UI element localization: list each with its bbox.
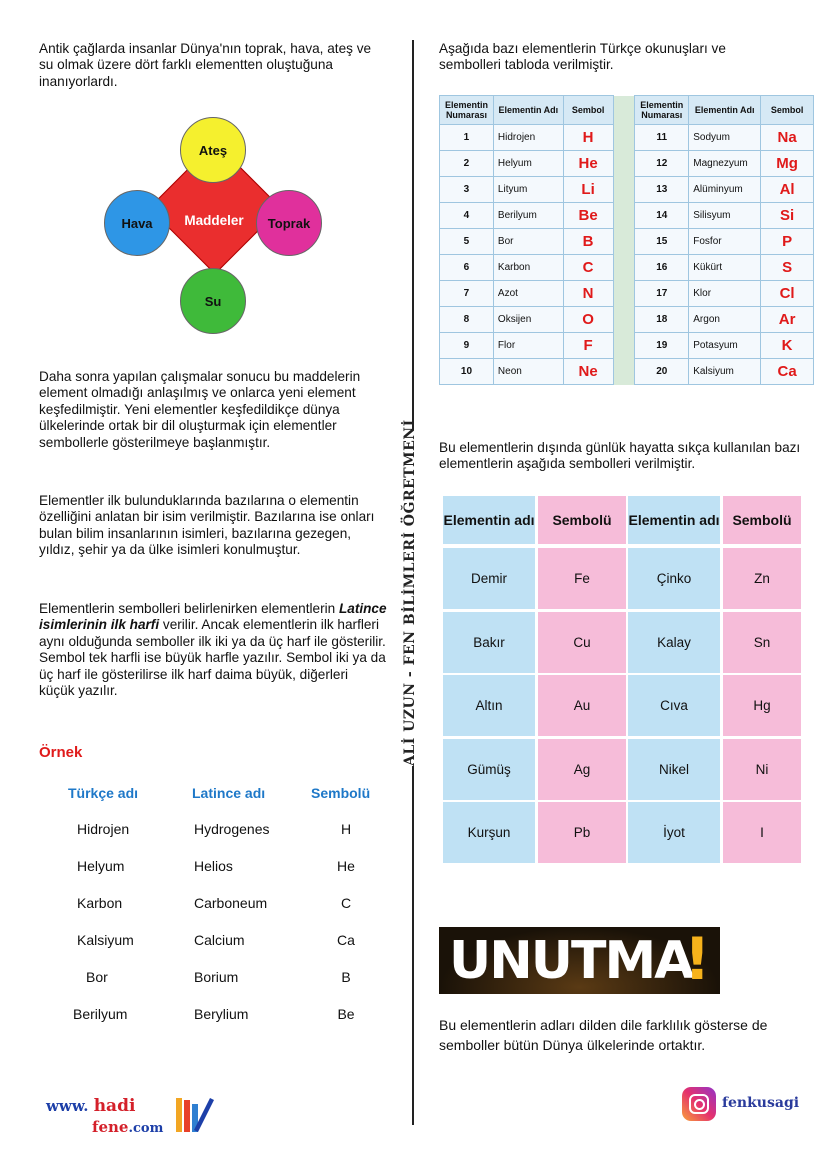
pt-header-number: Elementin Numarası: [440, 96, 494, 125]
pt-row: [440, 307, 814, 333]
pt-row: [440, 255, 814, 281]
final-note: Bu elementlerin adları dilden dile farklılık gösterse de semboller bütün Dünya ülkelerinde ortaktır.: [439, 1017, 768, 1053]
example-header-turkish: Türkçe adı: [68, 785, 139, 801]
unutma-banner: [439, 927, 720, 994]
example-latin-name: Borium: [194, 969, 239, 985]
logo-com: .com: [128, 1121, 164, 1136]
pt-element-symbol: P: [761, 229, 814, 255]
symbol-rules-paragraph: Elementlerin sembolleri belirlenirken elementlerin Latince isimlerinin ilk harfi verilir. Ancak elementlerin ilk harfleri aynı olduğunda semboller ilk iki ya da üç harf ile gösterilir. Sembol tek harfli ise büyük harfle yazılır. Sembol iki ya da üç harf ile gösterilirse ilk harf daima büyük, diğerleri küçük yazılır.: [39, 601, 387, 699]
pt-element-number: 15: [635, 229, 689, 255]
pt-header-name: Elementin Adı: [493, 96, 563, 125]
pt-header-symbol: Sembol: [761, 96, 814, 125]
pt-element-name: Fosfor: [689, 229, 761, 255]
pt-element-name: Bor: [493, 229, 563, 255]
common-element-name: Demir: [443, 548, 535, 609]
site-logo-line2: [92, 1118, 163, 1136]
pt-element-symbol: Li: [563, 177, 613, 203]
pt-row: [440, 125, 814, 151]
common-element-symbol: Ni: [723, 739, 801, 800]
common-element-name: İyot: [628, 802, 720, 863]
example-symbol: C: [340, 895, 352, 911]
example-symbol: B: [341, 969, 351, 985]
pt-element-number: 17: [635, 281, 689, 307]
exclamation-icon: !: [684, 927, 711, 993]
book-logo-icon: [174, 1094, 216, 1138]
pt-element-symbol: Si: [761, 203, 814, 229]
pt-row: [440, 229, 814, 255]
pt-element-symbol: N: [563, 281, 613, 307]
pt-element-number: 3: [440, 177, 494, 203]
pt-element-symbol: Ne: [563, 359, 613, 385]
common-element-symbol: Au: [538, 675, 626, 736]
example-turkish-name: Bor: [86, 969, 108, 985]
table-intro: Aşağıda bazı elementlerin Türkçe okunuşları ve sembolleri tabloda verilmiştir.: [439, 41, 726, 73]
instagram-handle: fenkusagi: [722, 1095, 800, 1111]
pt-element-number: 6: [440, 255, 494, 281]
pt-row: [440, 281, 814, 307]
pt-element-number: 5: [440, 229, 494, 255]
pt-gap: [613, 255, 635, 281]
common-element-symbol: Sn: [723, 612, 801, 673]
example-latin-name: Hydrogenes: [194, 821, 270, 837]
pt-row: [440, 151, 814, 177]
pt-element-symbol: H: [563, 125, 613, 151]
logo-hadi: hadi: [93, 1096, 136, 1116]
pt-gap: [613, 333, 635, 359]
pt-element-symbol: F: [563, 333, 613, 359]
pt-element-name: Kükürt: [689, 255, 761, 281]
common-element-symbol: Cu: [538, 612, 626, 673]
common-header-symbol: Sembolü: [538, 496, 626, 544]
diagram-earth-circle: Toprak: [256, 190, 322, 256]
common-element-name: Kalay: [628, 612, 720, 673]
common-header-symbol: Sembolü: [723, 496, 801, 544]
example-turkish-name: Karbon: [77, 895, 123, 911]
pt-element-number: 1: [440, 125, 494, 151]
vertical-credit: ALİ UZUN - FEN BİLİMLERİ ÖĞRETMENİ: [402, 430, 424, 766]
common-element-name: Bakır: [443, 612, 535, 673]
common-element-symbol: Zn: [723, 548, 801, 609]
common-element-symbol: Fe: [538, 548, 626, 609]
pt-header-number: Elementin Numarası: [635, 96, 689, 125]
diagram-fire-circle: Ateş: [180, 117, 246, 183]
pt-element-name: Flor: [493, 333, 563, 359]
periodic-table: [439, 95, 814, 385]
pt-header-name: Elementin Adı: [689, 96, 761, 125]
pt-element-number: 8: [440, 307, 494, 333]
example-title: Örnek: [39, 744, 83, 761]
example-latin-name: Helios: [194, 858, 233, 874]
common-element-name: Nikel: [628, 739, 720, 800]
pt-element-symbol: S: [761, 255, 814, 281]
pt-element-name: Sodyum: [689, 125, 761, 151]
pt-element-symbol: Ca: [761, 359, 814, 385]
pt-element-number: 14: [635, 203, 689, 229]
logo-fene: fene: [92, 1118, 129, 1136]
pt-element-name: Klor: [689, 281, 761, 307]
pt-gap: [613, 359, 635, 385]
pt-element-name: Lityum: [493, 177, 563, 203]
pt-gap: [613, 151, 635, 177]
site-logo: [46, 1096, 135, 1116]
naming-paragraph: Elementler ilk bulunduklarında bazılarına o elementin özelliğini anlatan bir isim verilmiştir. Bazılarına ise onları bulan bilim insanlarının isimleri, bazılarına gezegen, yıldız, şehir ya da ülke isimleri konulmuştur.: [39, 493, 375, 558]
common-element-symbol: Ag: [538, 739, 626, 800]
pt-element-number: 19: [635, 333, 689, 359]
instagram-icon: [682, 1087, 716, 1121]
common-element-name: Altın: [443, 675, 535, 736]
pt-element-name: Hidrojen: [493, 125, 563, 151]
example-turkish-name: Berilyum: [73, 1006, 128, 1022]
common-header-name: Elementin adı: [443, 496, 535, 544]
pt-row: [440, 177, 814, 203]
pt-header-symbol: Sembol: [563, 96, 613, 125]
pt-gap: [613, 281, 635, 307]
pt-element-name: Berilyum: [493, 203, 563, 229]
pt-element-number: 12: [635, 151, 689, 177]
diagram-center-label: Maddeler: [184, 213, 244, 228]
pt-element-name: Neon: [493, 359, 563, 385]
pt-element-name: Silisyum: [689, 203, 761, 229]
pt-element-number: 2: [440, 151, 494, 177]
pt-gap: [613, 203, 635, 229]
pt-element-number: 9: [440, 333, 494, 359]
example-latin-name: Carboneum: [194, 895, 268, 911]
pt-gap: [613, 177, 635, 203]
diagram-air-circle: Hava: [104, 190, 170, 256]
pt-element-name: Kalsiyum: [689, 359, 761, 385]
common-element-symbol: Hg: [723, 675, 801, 736]
pt-row: [440, 333, 814, 359]
pt-element-name: Potasyum: [689, 333, 761, 359]
pt-element-name: Helyum: [493, 151, 563, 177]
pt-element-symbol: B: [563, 229, 613, 255]
example-turkish-name: Helyum: [77, 858, 125, 874]
pt-element-number: 7: [440, 281, 494, 307]
pt-element-number: 18: [635, 307, 689, 333]
pt-element-symbol: O: [563, 307, 613, 333]
pt-element-number: 10: [440, 359, 494, 385]
pt-element-symbol: Ar: [761, 307, 814, 333]
example-latin-name: Calcium: [194, 932, 245, 948]
history-paragraph: Daha sonra yapılan çalışmalar sonucu bu maddelerin element olmadığı anlaşılmış ve onlarca yeni element keşfedilmiştir. Yeni elementler keşfedildikçe dünya ülkelerinde ortak bir dil oluşturmak için elementler sembollerle gösterilmeye başlanmıştır.: [39, 369, 361, 450]
pt-element-name: Argon: [689, 307, 761, 333]
pt-gap: [613, 96, 635, 125]
pt-element-name: Oksijen: [493, 307, 563, 333]
pt-element-symbol: K: [761, 333, 814, 359]
example-symbol: He: [337, 858, 355, 874]
pt-element-symbol: Be: [563, 203, 613, 229]
pt-element-symbol: Cl: [761, 281, 814, 307]
intro-paragraph: Antik çağlarda insanlar Dünya'nın toprak, hava, ateş ve su olmak üzere dört farklı elementten oluştuğuna inanıyorlardı.: [39, 41, 372, 89]
common-element-name: Kurşun: [443, 802, 535, 863]
pt-row: [440, 203, 814, 229]
example-latin-name: Berylium: [194, 1006, 249, 1022]
diagram-water-circle: Su: [180, 268, 246, 334]
common-element-name: Gümüş: [443, 739, 535, 800]
pt-element-symbol: He: [563, 151, 613, 177]
pt-element-number: 20: [635, 359, 689, 385]
pt-element-name: Alüminyum: [689, 177, 761, 203]
common-element-symbol: Pb: [538, 802, 626, 863]
pt-element-symbol: Al: [761, 177, 814, 203]
example-symbol: Be: [337, 1006, 355, 1022]
unutma-text: UNUTMA: [449, 931, 693, 991]
pt-element-symbol: Mg: [761, 151, 814, 177]
example-header-latin: Latince adı: [192, 785, 266, 801]
pt-element-name: Karbon: [493, 255, 563, 281]
pt-element-number: 16: [635, 255, 689, 281]
pt-element-number: 4: [440, 203, 494, 229]
pt-element-name: Azot: [493, 281, 563, 307]
pt-gap: [613, 229, 635, 255]
common-element-name: Cıva: [628, 675, 720, 736]
pt-gap: [613, 125, 635, 151]
example-symbol: H: [340, 821, 352, 837]
example-header-symbol: Sembolü: [311, 785, 371, 801]
example-turkish-name: Kalsiyum: [77, 932, 134, 948]
common-element-symbol: I: [723, 802, 801, 863]
pt-element-name: Magnezyum: [689, 151, 761, 177]
pt-element-symbol: C: [563, 255, 613, 281]
common-element-name: Çinko: [628, 548, 720, 609]
logo-www: www.: [46, 1097, 89, 1115]
pt-element-number: 11: [635, 125, 689, 151]
example-turkish-name: Hidrojen: [77, 821, 130, 837]
example-symbol: Ca: [337, 932, 355, 948]
pt-gap: [613, 307, 635, 333]
pt-element-symbol: Na: [761, 125, 814, 151]
common-header-name: Elementin adı: [628, 496, 720, 544]
pt-element-number: 13: [635, 177, 689, 203]
common-elements-intro: Bu elementlerin dışında günlük hayatta sıkça kullanılan bazı elementlerin aşağıda sembolleri verilmiştir.: [439, 440, 801, 472]
pt-row: [440, 359, 814, 385]
